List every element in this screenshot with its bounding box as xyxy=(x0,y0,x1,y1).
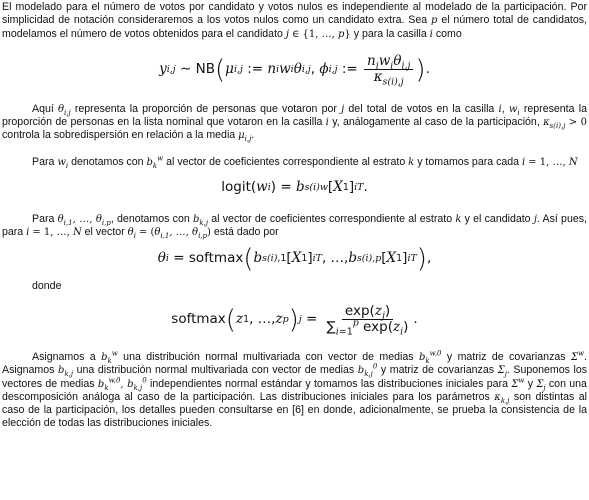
paragraph-4: Para $\theta_{i,1}$, …, $\theta_{i,p}$, denotamos con $b_{k,j}$ al vector de coeficientes correspondiente al estrato k y el candidato j. Así pues, para i = 1, …, N el vector $\theta_i = (\theta_{i,1}$, …, $\theta_{i,p}$) está dado por xyxy=(2,213,587,241)
equation-softmax: softmax ( z 1 , …, z p ) j = $\frac{\exp(z_j)}{\sum_{i=1}^p \exp(z_i)}$ . xyxy=(171,303,418,339)
equation-logit: logit ( w i ) = b s(i) w [ X 1 ] i T . xyxy=(221,179,368,196)
paragraph-5: Asignamos a $b_k^w$ una distribución normal multivariada con vector de medias $b_k^{w,0}$ y matriz de covarianzas $\Sigma^w$. Asignamos $b_{k,j}$ una distribución normal multivariada con vector de medias $b_{k,j}^0$ y matriz de covarianzas $\Sigma_j$. Suponemos los vectores de medias $b_k^{w,0}$, $b_{k,j}^0$ independientes normal estándar y tomamos las distribuciones iniciales para $\Sigma^w$ y $\Sigma_j$ con una descomposición análoga al caso de la participación. Las distribuciones iniciales para los parámetros $\kappa_{k,j}$ son distintas al caso de la participación, los detalles pueden consultarse en [6] en donde, adicionalmente, se prueba la consistencia de la elección de todas las distribuciones iniciales. xyxy=(2,349,588,430)
donde-label: donde xyxy=(32,279,62,292)
equation-nb: y i,j ∼ NB ( μ i,j := n i w i θ i,j , ϕ i,j := $\frac{n_iw_i\theta_{i,j}}{\kappa_{s(i),j}}$ ) . xyxy=(159,53,430,89)
paragraph-1: El modelado para el número de votos por candidato y votos nulos es independiente al modelado de la participación. Por simplicidad de notación consideraremos a los votos nulos como un candidato extra. Sea p el número total de candidatos, modelamos el número de votos obtenidos para el candidato j ∈ {1, …, p} y para la casilla i como xyxy=(2,1,587,40)
equation-theta: θ i = softmax ( b s(i),1 [ X 1 ] i T , …, b s(i),p [ X 1 ] i T ) , xyxy=(157,243,432,274)
paper-page xyxy=(2,1,587,431)
paragraph-3: Para $w_i$ denotamos con $b_k^w$ al vector de coeficientes correspondiente al estrato k y tomamos para cada i = 1, …, N xyxy=(32,154,578,170)
paragraph-2: Aquí $\theta_{i,j}$ representa la proporción de personas que votaron por j del total de votos en la casilla i, $w_i$ representa la proporción de personas en la lista nominal que votaron en la casilla i y, análogamente al caso de la participación, $\kappa_{s(i),j} > 0$ controla la sobredispersión en relación a la media $\mu_{i,j}$. xyxy=(2,102,587,144)
